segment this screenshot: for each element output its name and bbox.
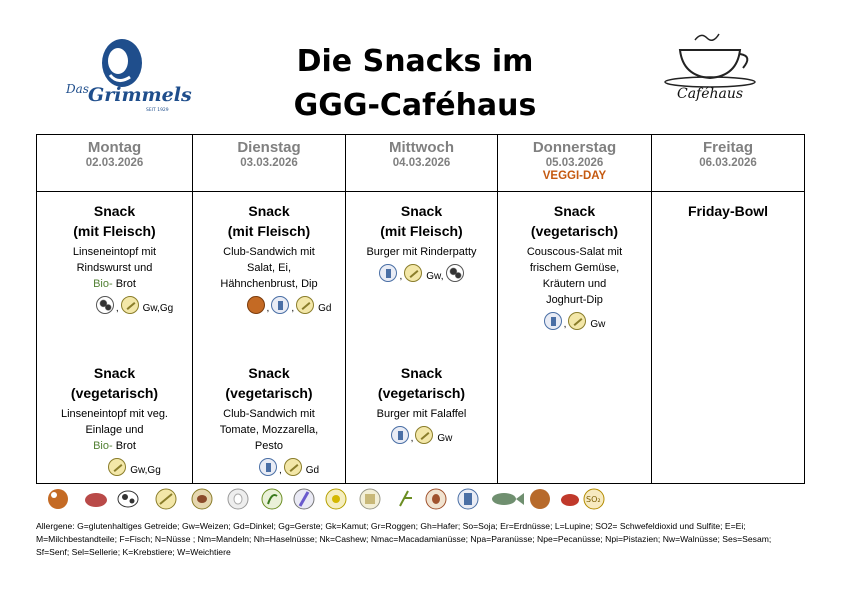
snack-description: Burger mit Falaffel — [376, 408, 467, 420]
mustard-icon — [326, 489, 346, 509]
sesame-icon — [360, 489, 380, 509]
grain-icon — [415, 426, 433, 444]
snack-meat-tuesday — [193, 201, 345, 314]
column-wednesday — [346, 135, 498, 483]
meat-icon — [192, 489, 212, 509]
snack-label: Snack — [248, 365, 290, 381]
bio-label: Bio- — [93, 278, 113, 290]
day-name: Dienstag — [237, 139, 301, 156]
svg-text:Grimmels: Grimmels — [88, 84, 192, 106]
cow-icon — [446, 264, 464, 282]
title-line-1: Die Snacks im — [296, 44, 534, 79]
lupin-icon — [400, 491, 412, 506]
snack-description: Linseneintopf mit Rindswurst und Bio- Brot — [72, 246, 157, 290]
chicken-icon — [247, 296, 265, 314]
snack-type: (mit Fleisch) — [227, 223, 311, 239]
so2-icon — [584, 489, 604, 509]
allergen-codes: Gw, — [426, 271, 444, 282]
milk-icon — [391, 426, 409, 444]
column-friday — [652, 135, 804, 483]
snack-label: Snack — [400, 365, 443, 381]
day-date: 05.03.2026 — [545, 157, 604, 169]
header-friday — [652, 135, 804, 192]
snack-table — [36, 134, 805, 484]
snack-label: Snack — [93, 203, 136, 219]
header-monday — [37, 135, 192, 192]
cafehaus-logo — [655, 28, 765, 108]
snack-description: Club-Sandwich mit Tomate, Mozzarella, Pesto — [219, 408, 319, 452]
snack-meat-monday — [37, 201, 192, 314]
header-thursday — [498, 135, 651, 192]
allergen-codes: Gd — [318, 303, 332, 314]
allergen-icons — [77, 458, 192, 476]
mollusc-icon — [530, 489, 550, 509]
day-date: 02.03.2026 — [85, 157, 144, 169]
pig-icon — [85, 493, 107, 507]
allergen-codes: Gw — [590, 319, 606, 330]
milk-icon — [259, 458, 277, 476]
nut-icon — [426, 489, 446, 509]
allergen-icons: , Gd — [233, 458, 345, 476]
bio-label: Bio- — [93, 440, 113, 452]
column-tuesday — [193, 135, 346, 483]
snack-label: Snack — [400, 203, 443, 219]
grimmels-logo — [60, 35, 192, 115]
svg-text:Das: Das — [66, 82, 89, 96]
svg-text:SEIT 1929: SEIT 1929 — [146, 108, 169, 113]
column-monday — [37, 135, 193, 483]
grain-icon — [296, 296, 314, 314]
allergen-legend-text: Allergene: G=glutenhaltiges Getreide; Gw=Weizen; Gd=Dinkel; Gg=Gerste; Gk=Kamut; Gr=Roggen; Gh=Hafer; So=Soja; Er=Erdnüsse; L=Lupine; SO2= Schwefeldioxid und Sulfite; E=Ei; M=Milchbestandteile; F=Fisch; N=Nüsse ; Nm=Mandeln; Nh=Haselnüsse; Nk=Cashew; Nmac=Macadamianüsse; Npa=Paranüsse; Npe=Pecanüsse; Npi=Pistazien; Nw=Walnüsse; Ses=Sesam; Sf=Senf; Sel=Sellerie; K=Krebstiere; W=Weichtiere — [36, 521, 772, 557]
snack-veg-monday — [37, 363, 192, 476]
chicken-icon — [48, 489, 68, 509]
snack-type: (vegetarisch) — [70, 385, 159, 401]
grain-icon — [108, 458, 126, 476]
grain-icon — [156, 489, 176, 509]
svg-text:Caféhaus: Caféhaus — [677, 86, 744, 102]
title-line-2: GGG-Caféhaus — [293, 88, 537, 123]
snack-type: (vegetarisch) — [530, 223, 619, 239]
snack-label: Snack — [553, 203, 596, 219]
allergen-codes: Gw,Gg — [130, 465, 161, 476]
milk-icon — [271, 296, 289, 314]
page-title — [250, 40, 580, 128]
day-date: 03.03.2026 — [240, 157, 298, 169]
milk-icon — [544, 312, 562, 330]
snack-veg-thursday — [498, 201, 651, 330]
snack-type: (vegetarisch) — [225, 385, 313, 401]
column-thursday — [498, 135, 652, 483]
allergen-icons: , Gw — [498, 312, 651, 330]
header-wednesday — [346, 135, 497, 192]
snack-label: Friday-Bowl — [687, 203, 769, 219]
egg-icon — [228, 489, 248, 509]
day-date: 06.03.2026 — [699, 157, 757, 169]
header-tuesday — [193, 135, 345, 192]
snack-type: (mit Fleisch) — [380, 223, 463, 239]
allergen-codes: Gw — [437, 433, 453, 444]
grain-icon — [404, 264, 422, 282]
day-name: Donnerstag — [532, 139, 617, 156]
grain-icon — [121, 296, 139, 314]
herb-icon — [262, 489, 282, 509]
milk-icon — [379, 264, 397, 282]
veggi-day-badge: VEGGI-DAY — [542, 170, 607, 182]
svg-text:SO₂: SO₂ — [586, 495, 601, 504]
snack-description: Couscous-Salat mit frischem Gemüse, Kräutern und Joghurt-Dip — [526, 246, 623, 306]
allergen-icons: , , Gd — [233, 296, 345, 314]
allergen-codes: Gd — [305, 465, 320, 476]
fish-icon — [492, 493, 524, 505]
snack-veg-wednesday — [346, 363, 497, 444]
snack-veg-tuesday — [193, 363, 345, 476]
snack-description: Burger mit Rinderpatty — [366, 246, 477, 258]
day-name: Montag — [87, 139, 142, 156]
day-name: Freitag — [702, 139, 753, 156]
day-name: Mittwoch — [389, 139, 454, 156]
snack-type: (mit Fleisch) — [73, 223, 156, 239]
snack-meat-wednesday — [346, 201, 497, 282]
cow-icon — [96, 296, 114, 314]
grain-icon — [284, 458, 302, 476]
snack-label: Snack — [248, 203, 290, 219]
day-date: 04.03.2026 — [392, 157, 451, 169]
grain-icon — [568, 312, 586, 330]
allergen-icons: , Gw, — [346, 264, 497, 282]
cow-icon — [118, 491, 138, 507]
snack-friday — [652, 201, 804, 221]
allergen-legend-icons — [40, 486, 600, 512]
allergen-icons: , Gw — [346, 426, 497, 444]
snack-description: Linseneintopf mit veg. Einlage und Bio- Brot — [60, 408, 168, 452]
crab-icon — [561, 494, 579, 506]
snack-description: Club-Sandwich mit Salat, Ei, Hähnchenbrust, Dip — [220, 246, 318, 290]
snack-label: Snack — [93, 365, 136, 381]
snack-type: (vegetarisch) — [377, 385, 466, 401]
allergen-codes: Gw,Gg — [142, 303, 174, 314]
milk-icon — [458, 489, 478, 509]
allergen-icons: , Gw,Gg — [77, 296, 192, 314]
celery-icon — [294, 489, 314, 509]
